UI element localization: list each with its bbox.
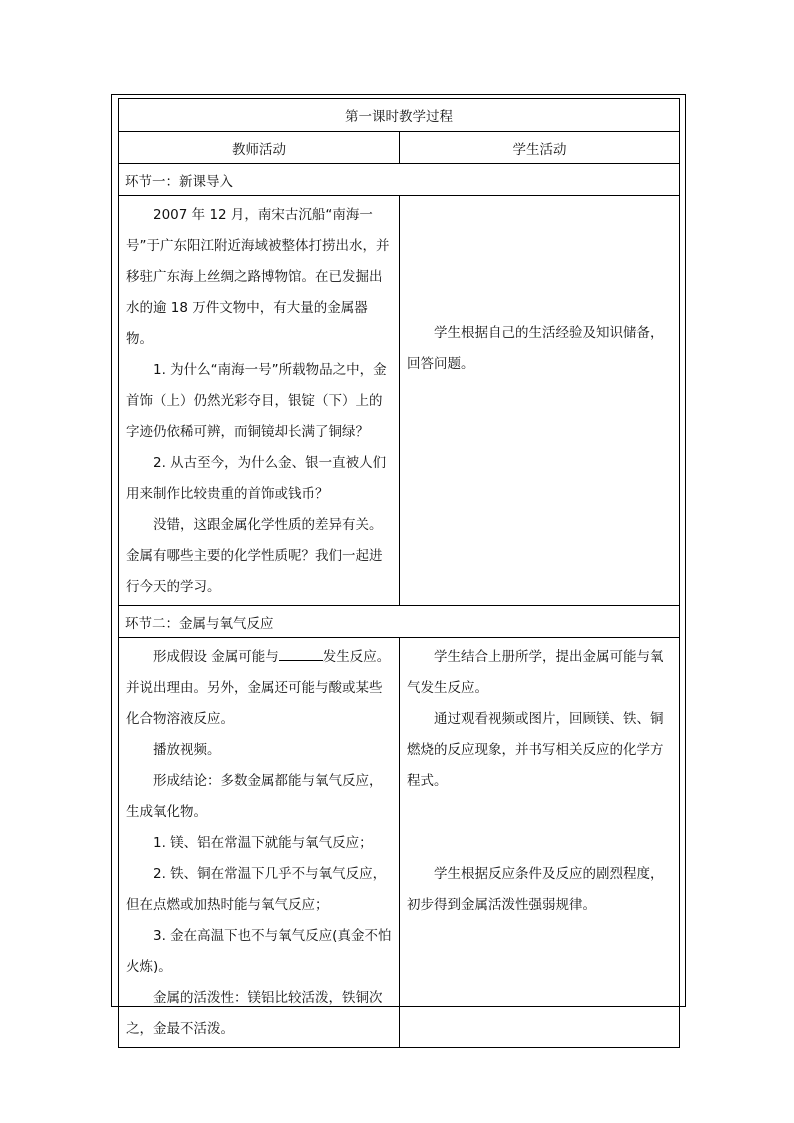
hypothesis-text-before: 形成假设 金属可能与: [153, 649, 279, 665]
teacher-paragraph: 1. 为什么“南海一号”所载物品之中，金首饰（上）仍然光彩夺目，银锭（下）上的字迹仍依稀可辨，而铜镜却长满了铜绿？: [126, 362, 387, 440]
section-row: [119, 164, 680, 196]
teacher-paragraph: 3. 金在高温下也不与氧气反应(真金不怕火炼)。: [126, 928, 392, 975]
student-paragraph: 通过观看视频或图片，回顾镁、铁、铜燃烧的反应现象，并书写相关反应的化学方程式。: [407, 711, 664, 789]
teacher-paragraph: 播放视频。: [153, 742, 221, 758]
lesson-process-table: [118, 98, 680, 1048]
teacher-paragraph: 2. 从古至今，为什么金、银一直被人们用来制作比较贵重的首饰或钱币？: [126, 455, 387, 502]
header-student-activity: 学生活动: [400, 132, 680, 164]
student-paragraph: 学生根据反应条件及反应的剧烈程度，初步得到金属活泼性强弱规律。: [407, 866, 664, 913]
teacher-activity-cell-2: [119, 638, 400, 1048]
section-label-1: 环节一：新课导入: [119, 164, 680, 196]
teacher-paragraph: 形成结论：多数金属都能与氧气反应，生成氧化物。: [126, 773, 383, 820]
table-header-row: [119, 132, 680, 164]
header-teacher-activity: 教师活动: [119, 132, 400, 164]
fill-in-blank: [279, 644, 323, 661]
student-paragraph: 学生根据自己的生活经验及知识储备，回答问题。: [407, 325, 664, 372]
section-label-2: 环节二：金属与氧气反应: [119, 606, 680, 638]
section-row: [119, 606, 680, 638]
hypothesis-text-after: 发生反应。并说出理由。另外，金属还可能与酸或某些化合物溶液反应。: [126, 649, 391, 727]
table-row: [119, 638, 680, 1048]
teacher-paragraph: [126, 642, 392, 735]
teacher-paragraph: 金属有哪些主要的化学性质呢？我们一起进行今天的学习。: [126, 548, 383, 595]
teacher-activity-cell-1: [119, 196, 400, 606]
student-paragraph: 学生结合上册所学，提出金属可能与氧气发生反应。: [407, 649, 664, 696]
table-title-row: [119, 99, 680, 132]
table-title: 第一课时教学过程: [119, 99, 680, 132]
teacher-paragraph: 金属的活泼性：镁铝比较活泼，铁铜次之，金最不活泼。: [126, 990, 383, 1037]
teacher-paragraph: 2. 铁、铜在常温下几乎不与氧气反应，但在点燃或加热时能与氧气反应；: [126, 866, 387, 913]
teacher-paragraph: 1. 镁、铝在常温下就能与氧气反应；: [153, 835, 373, 851]
student-activity-cell-2: [400, 638, 680, 1048]
teacher-paragraph: 2007 年 12 月，南宋古沉船“南海一号”于广东阳江附近海域被整体打捞出水，并移驻广东海上丝绸之路博物馆。在已发掘出水的逾 18 万件文物中，有大量的金属器物。: [126, 207, 390, 347]
student-activity-cell-1: [400, 196, 680, 606]
teacher-paragraph: 没错，这跟金属化学性质的差异有关。: [153, 517, 383, 533]
table-row: [119, 196, 680, 606]
